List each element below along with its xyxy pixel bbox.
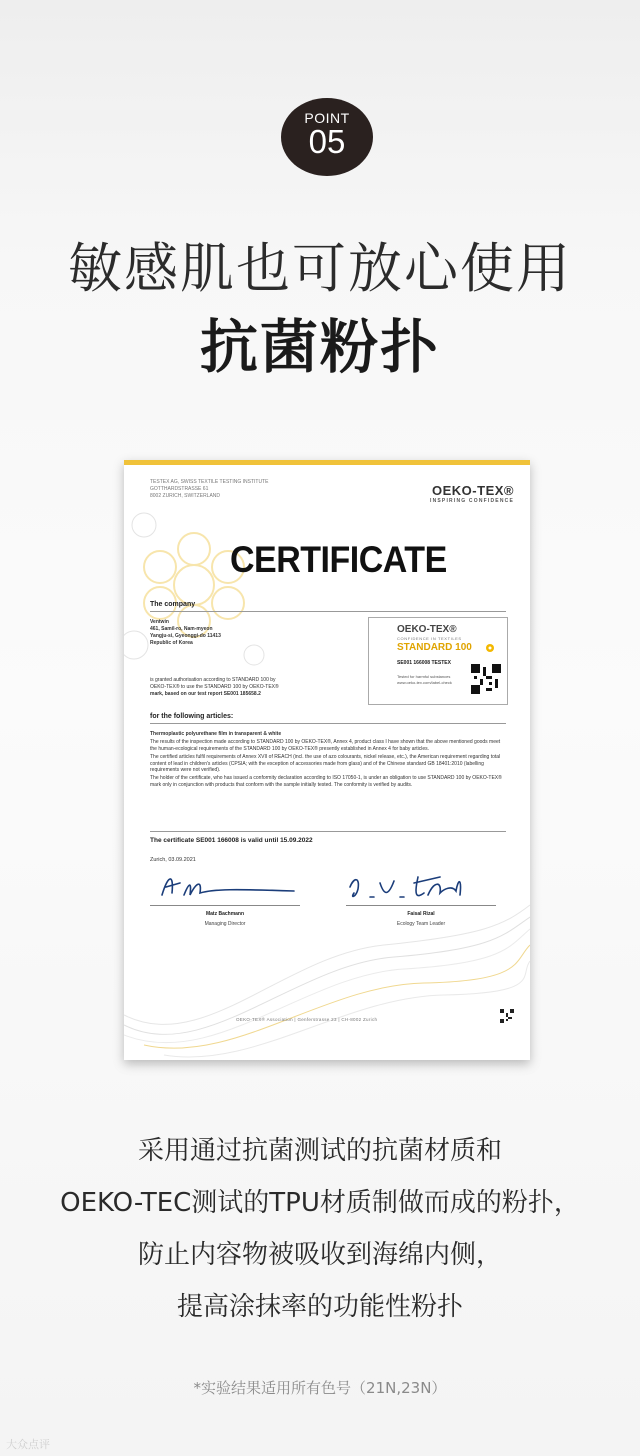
signature-line: [150, 905, 300, 906]
label-tested-text: Tested for harmful substances: [397, 674, 451, 679]
certificate-issuer-address: [150, 479, 268, 500]
description-line: 防止内容物被吸收到海绵内侧，: [137, 1240, 502, 1270]
company-heading: The company: [150, 601, 196, 608]
address-line: 8002 ZURICH, SWITZERLAND: [150, 493, 221, 499]
signer-1-name: Matz Bachmann: [205, 911, 245, 917]
certificate-footer: OEKO-TEX® Association | Genferstrasse 23 | CH-8002 Zurich: [236, 1017, 378, 1022]
certificate-body: [150, 731, 506, 790]
divider: [150, 723, 506, 724]
description-line: 提高涂抹率的功能性粉扑: [176, 1292, 463, 1322]
certificate-holder: [150, 619, 221, 647]
point-badge: [281, 98, 373, 176]
articles-heading: for the following articles:: [150, 713, 234, 720]
signer-2-name: Faisal Rizal: [407, 911, 435, 917]
label-standard: STANDARD 100: [397, 642, 472, 653]
label-tagline: CONFIDENCE IN TEXTILES: [397, 636, 462, 641]
body-paragraph: The holder of the certificate, who has issued a conformity declaration according to ISO 17050-1, is under an obligation to use STANDARD 100 by OEKO-TEX® mark only in conjunction with products that conform with the sample initially tested. The conformity is verified by audits.: [150, 775, 502, 788]
signer-2-role: Ecology Team Leader: [396, 921, 446, 927]
address-line: GOTTHARDSTRASSE 61: [150, 486, 209, 492]
headline-line1: 敏感肌也可放心使用: [68, 237, 572, 300]
article-title: Thermoplastic polyurethane film in transparent & white: [150, 731, 282, 737]
oeko-tex-logo: [430, 483, 514, 504]
certificate-image: [124, 460, 530, 1060]
signature-2-image: [344, 865, 494, 907]
watermark: 大众点评: [6, 1438, 50, 1451]
certificate-validity: The certificate SE001 166008 is valid until 15.09.2022: [150, 837, 313, 844]
granted-statement: [150, 677, 279, 698]
granted-line: OEKO-TEX® to use the STANDARD 100 by OEKO-TEX®: [150, 684, 279, 690]
label-brand: OEKO-TEX®: [397, 624, 457, 635]
place-and-date: Zurich, 03.09.2021: [150, 857, 196, 863]
address-line: TESTEX AG, SWISS TEXTILE TESTING INSTITUTE: [150, 479, 269, 485]
footnote: *实验结果适用所有色号（21N,23N）: [193, 1379, 447, 1397]
divider: [150, 611, 506, 612]
badge-label: POINT: [304, 110, 350, 126]
headline-line2: 抗菌粉扑: [199, 313, 440, 381]
signer-1-role: Managing Director: [204, 921, 246, 927]
oeko-tex-tagline: INSPIRING CONFIDENCE: [429, 498, 514, 504]
holder-address-line: Republic of Korea: [150, 640, 193, 646]
signature-1-image: [154, 865, 304, 907]
label-certificate-number: SE001 166008 TESTEX: [397, 660, 451, 666]
holder-address-line: 461, Samil-ro, Nam-myeon: [150, 626, 213, 632]
qr-code-icon: [471, 664, 501, 694]
label-url: www.oeko-tex.com/label-check: [397, 680, 452, 685]
holder-address-line: Yangju-si, Gyeonggi-do 11413: [150, 633, 221, 639]
certificate-decoration: [124, 485, 284, 685]
description-line: OEKO-TEC测试的TPU材质制做而成的粉扑，: [60, 1188, 580, 1218]
body-paragraph: The results of the inspection made according to STANDARD 100 by OEKO-TEX®, Annex 4, product class I have shown that the above mentioned goods meet the human-ecological requirements of the STANDARD 100 by OEKO-TEX® presently established in Annex 4 for baby articles.: [150, 739, 501, 752]
description-line: 采用通过抗菌测试的抗菌材质和: [137, 1136, 502, 1166]
granted-line: mark, based on our test report SE001 185658.2: [150, 691, 261, 697]
body-paragraph: The certified articles fulfil requirements of Annex XVII of REACH (incl. the use of azo colourants, nickel release, etc.), the American requirement regarding total content of lead in children's articles (CPSIA; with the exception of accessories made from glass) and of the Chinese standard GB 18401:2010 (labelling requirements were not verified).: [150, 754, 501, 774]
standard-100-label: [368, 617, 508, 705]
holder-name: Ventwin: [150, 619, 169, 625]
badge-number: 05: [308, 123, 346, 160]
certificate-title: CERTIFICATE: [230, 539, 447, 581]
divider: [150, 831, 506, 832]
flower-icon: [485, 643, 495, 653]
granted-line: is granted authorisation according to STANDARD 100 by: [150, 677, 276, 683]
qr-code-icon: [500, 1009, 514, 1023]
oeko-tex-wordmark: OEKO-TEX®: [432, 483, 514, 498]
signature-line: [346, 905, 496, 906]
